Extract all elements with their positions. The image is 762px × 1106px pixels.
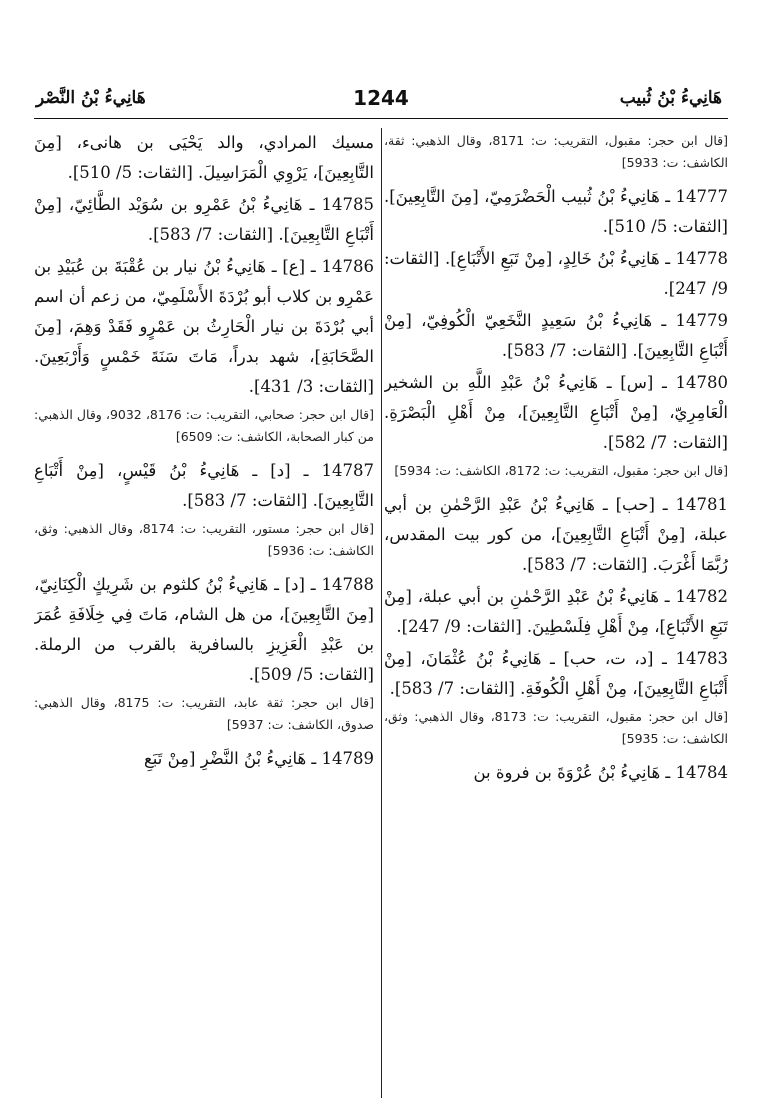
- biography-entry: 14782 ـ هَانِيءُ بْنُ عَبْدِ الرَّحْمٰنِ بن أبي عبلة، [مِنْ تَبَعِ الأَتْبَاعِ]، مِنْ أَهْلِ فِلَسْطِينَ. [الثقات: 9/ 247].: [384, 587, 728, 636]
- biography-entry: 14783 ـ [د، ت، حب] ـ هَانِيءُ بْنُ عُثْمَانَ، [مِنْ أَتْبَاعِ التَّابِعِينَ]، مِنْ أَهْلِ الْكُوفَةِ. [الثقات: 7/ 583].: [384, 649, 728, 698]
- citation-note: [قال ابن حجر: مقبول، التقريب: ت: 8173، وقال الذهبي: وثق، الكاشف: ت: 5935]: [384, 709, 728, 746]
- column-divider: [381, 128, 382, 1098]
- biography-entry: 14786 ـ [ع] ـ هَانِيءُ بْنُ نيار بن عُقْبَةَ بن عُبَيْدِ بن عَمْرِو بن كلاب أبو بُرْدَةَ الأَسْلَمِيّ، من زعم أن اسم أبي بُرْدَةَ بن نيار الْحَارِثُ بن عَمْرٍو فَقَدْ وَهِمَ، [مِنَ الصَّحَابَةِ]، شهد بدراً، مَاتَ سَنَةَ خَمْسٍ وَأَرْبَعِينَ. [الثقات: 3/ 431].: [34, 257, 374, 396]
- biography-entry: 14788 ـ [د] ـ هَانِيءُ بْنُ كلثوم بن شَرِيكٍ الْكِنَانِيّ، [مِنَ التَّابِعِينَ]، من هل الشام، مَاتَ فِي خِلَافَةِ عُمَرَ بن عَبْدِ الْعَزِيزِ بالسافرية بالقرب من الرملة. [الثقات: 5/ 509].: [34, 575, 374, 684]
- citation-note: [قال ابن حجر: ثقة عابد، التقريب: ت: 8175، وقال الذهبي: صدوق، الكاشف: ت: 5937]: [34, 695, 374, 732]
- biography-entry: 14784 ـ هَانِيءُ بْنُ عُرْوَةَ بن فروة بن: [473, 763, 728, 782]
- biography-entry: 14781 ـ [حب] ـ هَانِيءُ بْنُ عَبْدِ الرَّحْمٰنِ بن أبي عبلة، [مِنْ أَتْبَاعِ التَّابِعِينَ]، من كور بيت المقدس، رُبَّمَا أَغْرَبَ. [الثقات: 7/ 583].: [384, 495, 728, 574]
- citation-note: [قال ابن حجر: صحابي، التقريب: ت: 8176، 9032، وقال الذهبي: من كبار الصحابة، الكاشف: ت: 6509]: [34, 407, 374, 444]
- page-number: 1244: [353, 86, 409, 110]
- page-header: [34, 86, 728, 119]
- citation-note: [قال ابن حجر: مقبول، التقريب: ت: 8171، وقال الذهبي: ثقة، الكاشف: ت: 5933]: [384, 133, 728, 170]
- biography-entry: 14787 ـ [د] ـ هَانِيءُ بْنُ قَيْسٍ، [مِنْ أَتْبَاعِ التَّابِعِينَ]. [الثقات: 7/ 583].: [34, 461, 374, 510]
- biography-entry: مسيك المرادي، والد يَحْيَى بن هانىء، [مِنَ التَّابِعِينَ]، يَرْوِي الْمَرَاسِيلَ. [الثقات: 5/ 510].: [34, 133, 374, 182]
- citation-note: [قال ابن حجر: مقبول، التقريب: ت: 8172، الكاشف: ت: 5934]: [394, 463, 728, 478]
- biography-entry: 14778 ـ هَانِيءُ بْنُ خَالِدٍ، [مِنْ تَبَعِ الأَتْبَاعِ]. [الثقات: 9/ 247].: [384, 249, 728, 298]
- running-head-right: هَانِيءُ بْنُ ثُبيب: [619, 88, 722, 108]
- right-column: [384, 128, 728, 1098]
- biography-entry: 14789 ـ هَانِيءُ بْنُ النَّضْرِ [مِنْ تَبَعِ: [144, 749, 374, 768]
- biography-entry: 14780 ـ [س] ـ هَانِيءُ بْنُ عَبْدِ اللَّهِ بن الشخير الْعَامِرِيّ، [مِنْ أَتْبَاعِ التَّابِعِينَ]، مِنْ أَهْلِ الْبَصْرَةِ. [الثقات: 7/ 582].: [384, 373, 728, 452]
- running-head-left: هَانِيءُ بْنُ النَّصْر: [36, 88, 146, 108]
- biography-entry: 14777 ـ هَانِيءُ بْنُ ثُبيب الْحَضْرَمِيّ، [مِنَ التَّابِعِينَ]. [الثقات: 5/ 510].: [384, 187, 728, 236]
- biography-entry: 14785 ـ هَانِيءُ بْنُ عَمْرِو بن سُوَيْد الطَّائِيّ، [مِنْ أَتْبَاعِ التَّابِعِينَ]. [الثقات: 7/ 583].: [34, 195, 374, 244]
- citation-note: [قال ابن حجر: مستور، التقريب: ت: 8174، وقال الذهبي: وثق، الكاشف: ت: 5936]: [34, 521, 374, 558]
- biography-entry: 14779 ـ هَانِيءُ بْنُ سَعِيدٍ النَّخَعِيّ الْكُوفِيّ، [مِنْ أَتْبَاعِ التَّابِعِينَ]. [الثقات: 7/ 583].: [384, 311, 728, 360]
- left-column: [34, 128, 374, 1098]
